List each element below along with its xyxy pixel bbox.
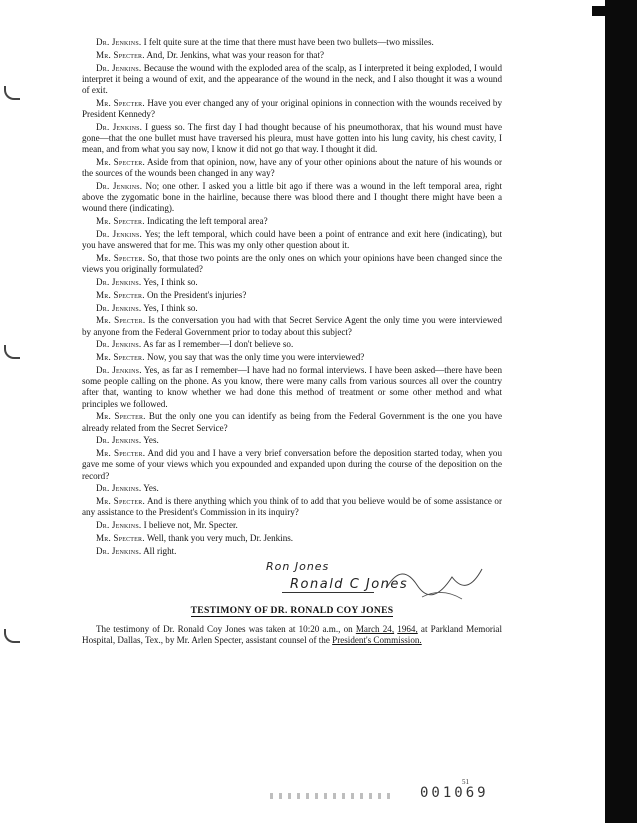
speaker-label: Dr. Jenkins. (96, 339, 142, 350)
speech-text: Well, thank you very much, Dr. Jenkins. (146, 532, 294, 543)
speaker-label: Mr. Specter. (96, 49, 145, 60)
speech-text: Yes; the left temporal, which could have been a point of entrance and exit here (indicating), but you have answered that for me. This was my only other question about it. (82, 229, 503, 251)
speaker-label: Dr. Jenkins. (96, 229, 143, 239)
speaker-label: Mr. Specter. (96, 448, 146, 459)
transcript-paragraph (82, 483, 502, 494)
transcript-paragraph (82, 122, 502, 156)
speech-text: No; one other. I asked you a little bit ago if there was a wound in the left temporal area, right above the zygomatic bone in the hairline, because there was blood there and I thought there might have been a wound there (indicating). (82, 181, 503, 214)
speech-text: Yes. (143, 435, 159, 446)
binding-hole-mark (4, 345, 20, 359)
document-page (82, 37, 502, 648)
speech-text: And, Dr. Jenkins, what was your reason for that? (146, 49, 325, 60)
speaker-label: Mr. Specter. (96, 411, 146, 422)
speech-text: Is the conversation you had with that Secret Service Agent the only time you were interviewed by anyone from the Federal Government prior to today about this subject? (82, 315, 503, 337)
speaker-label: Dr. Jenkins. (96, 520, 142, 531)
speaker-label: Mr. Specter. (96, 289, 145, 300)
speaker-label: Mr. Specter. (96, 315, 146, 326)
signature-underline (282, 592, 374, 593)
speaker-label: Mr. Specter. (96, 532, 145, 543)
intro-text-1: The testimony of Dr. Ronald Coy Jones was taken at 10:20 a.m., on (96, 624, 356, 635)
scan-smudge (270, 793, 390, 799)
intro-date-2: 1964, (397, 624, 418, 635)
intro-commission: President's Commission. (332, 635, 422, 646)
speaker-label: Dr. Jenkins. (96, 37, 142, 47)
scan-edge-bar (605, 0, 637, 823)
speech-text: Indicating the left temporal area? (146, 216, 268, 227)
speech-text: And did you and I have a very brief conversation before the deposition started today, when you gave me some of your views which you expounded and expanded upon during the course of the deposition on the record? (82, 448, 502, 481)
signature-line-2: Ronald C Jones (290, 576, 409, 592)
speaker-label: Mr. Specter. (96, 157, 145, 167)
transcript-paragraph (82, 365, 502, 410)
transcript-paragraph (82, 229, 502, 251)
transcript-paragraph (82, 339, 502, 350)
speech-text: Yes, I think so. (143, 277, 198, 287)
transcript-paragraph (82, 181, 502, 215)
speech-text: I guess so. The first day I had thought because of his pneumothorax, that his wound must have gone—that the one bullet must have traversed his pleura, must have gotten into his lung cavity, his chest cavity, I mean, and from what you say now, I know it did not go that way. I thought it did. (82, 121, 502, 155)
transcript-paragraph (82, 352, 502, 363)
speech-text: I felt quite sure at the time that there must have been two bullets—two missiles. (143, 37, 434, 47)
speaker-label: Dr. Jenkins. (96, 364, 142, 375)
transcript-paragraph (82, 411, 502, 433)
speech-text: Have you ever changed any of your original opinions in connection with the wounds received by President Kennedy? (82, 97, 502, 119)
transcript (82, 37, 502, 557)
transcript-paragraph (82, 253, 502, 275)
binding-hole-mark (4, 86, 20, 100)
transcript-paragraph (82, 157, 502, 179)
speaker-label: Mr. Specter. (96, 253, 146, 263)
speech-text: Because the wound with the exploded area of the scalp, as I interpreted it being exploded, I would interpret it being a wound of exit, and the appearance of the wound in the neck, and I also thought it was a wound of exit. (82, 62, 502, 95)
speaker-label: Mr. Specter. (96, 352, 145, 363)
speech-text: Now, you say that was the only time you were interviewed? (146, 352, 365, 363)
transcript-paragraph (82, 37, 502, 48)
speaker-label: Dr. Jenkins. (96, 483, 142, 494)
heading-text: TESTIMONY OF DR. RONALD COY JONES (190, 604, 394, 616)
signature-line-1: Ron Jones (266, 559, 330, 573)
speaker-label: Dr. Jenkins. (96, 121, 143, 132)
transcript-paragraph (82, 98, 502, 120)
speech-text: Aside from that opinion, now, have any of your other opinions about the nature of his wounds or the sources of the wounds been changed in any way? (82, 157, 502, 179)
speech-text: Yes, I think so. (143, 302, 198, 313)
speaker-label: Dr. Jenkins. (96, 302, 142, 313)
transcript-paragraph (82, 448, 502, 482)
document-stamp-number: 001069 (420, 785, 489, 801)
transcript-paragraph (82, 277, 502, 288)
testimony-intro (82, 624, 502, 646)
speech-text: I believe not, Mr. Specter. (143, 520, 238, 531)
speech-text: On the President's injuries? (146, 289, 247, 300)
speaker-label: Dr. Jenkins. (96, 435, 142, 446)
speaker-label: Dr. Jenkins. (96, 181, 143, 191)
signature-scribble-icon (382, 557, 502, 607)
transcript-paragraph (82, 63, 502, 97)
speech-text: And is there anything which you think of to add that you believe would be of some assistance or any assistance to the President's Commission in its inquiry? (82, 496, 502, 518)
speaker-label: Dr. Jenkins. (96, 545, 142, 556)
speech-text: Yes, as far as I remember—I have had no formal interviews. I have been asked—there have been some people calling on the phone. As you know, there were many calls from various sources all over the country after that, wanting to know whether we had done this method of treatment or some other method and what principles we followed. (82, 364, 502, 409)
speech-text: So, that those two points are the only ones on which your opinions have been changed since the views you originally formulated? (82, 253, 503, 275)
speaker-label: Mr. Specter. (96, 97, 145, 108)
binding-hole-mark (4, 629, 20, 643)
intro-text-3: at Parkland Memorial Hospital, Dallas, Tex., by Mr. Arlen Specter, assistant counsel of the (82, 624, 502, 646)
transcript-paragraph (82, 496, 502, 518)
transcript-paragraph (82, 520, 502, 531)
transcript-paragraph (82, 50, 502, 61)
speaker-label: Mr. Specter. (96, 216, 145, 227)
transcript-paragraph (82, 533, 502, 544)
intro-date-1: March 24, (355, 624, 395, 635)
speech-text: Yes. (143, 483, 159, 494)
scan-edge-notch (592, 6, 608, 16)
transcript-paragraph (82, 546, 502, 557)
speaker-label: Mr. Specter. (96, 496, 145, 507)
transcript-paragraph (82, 290, 502, 301)
page-number: 51 (462, 778, 469, 786)
speaker-label: Dr. Jenkins. (96, 277, 142, 287)
transcript-paragraph (82, 435, 502, 446)
speech-text: All right. (143, 545, 177, 556)
transcript-paragraph (82, 303, 502, 314)
transcript-paragraph (82, 216, 502, 227)
transcript-paragraph (82, 315, 502, 337)
speech-text: As far as I remember—I don't believe so. (143, 339, 294, 350)
speech-text: But the only one you can identify as being from the Federal Government is the one you have already related from the Secret Service? (82, 411, 503, 433)
speaker-label: Dr. Jenkins. (96, 62, 142, 73)
signature-block (82, 561, 502, 603)
